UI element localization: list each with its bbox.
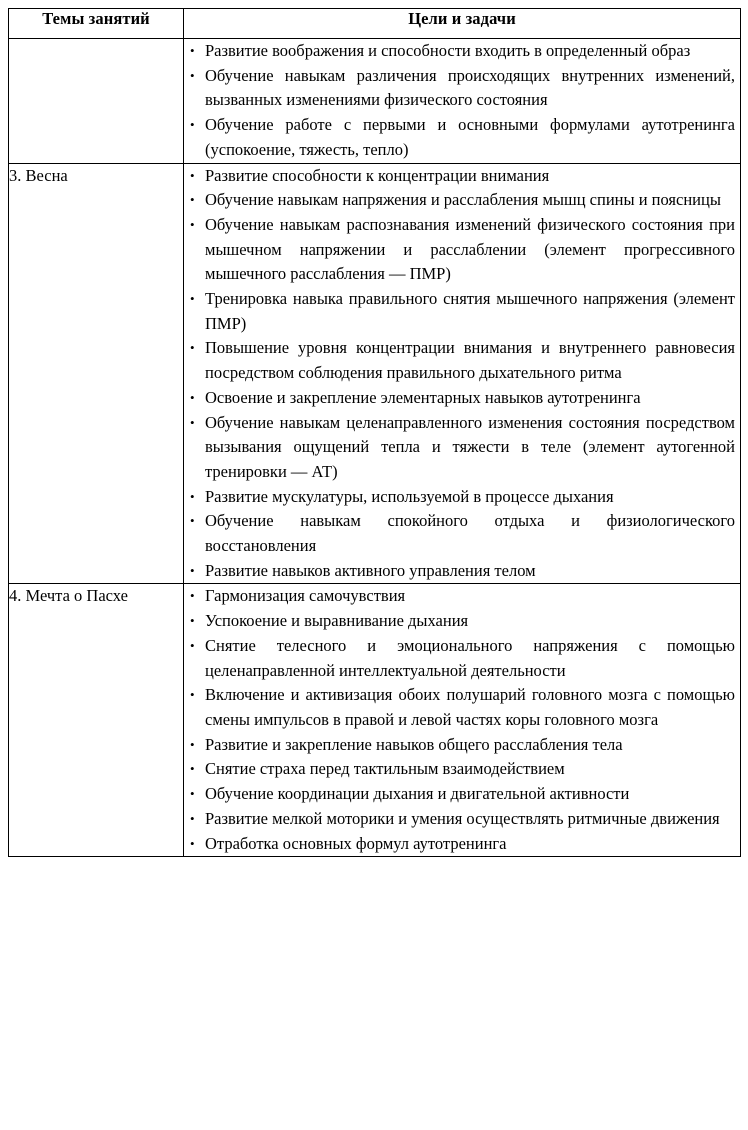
goal-item-label: • Повышение уровня концентрации внимания и внутреннего равновесия посредством соблюдения правильного дыхательного ритма	[205, 338, 735, 383]
cell-goals	[184, 584, 741, 857]
column-header-goals: Цели и задачи	[184, 9, 741, 39]
table-header	[9, 9, 741, 39]
cell-topic: 4. Мечта о Пасхе	[9, 584, 184, 857]
goal-item-label: • Обучение координации дыхания и двигательной активности	[205, 784, 630, 804]
goal-item	[184, 386, 740, 411]
goal-item-label: • Развитие способности к концентрации внимания	[205, 165, 550, 185]
goal-item-label: • Обучение работе с первыми и основными формулами аутотренинга (успокоение, тяжесть, тепло)	[205, 115, 735, 159]
goal-item-label: • Тренировка навыка правильного снятия мышечного напряжения (элемент ПМР)	[205, 289, 735, 333]
goal-item-label: • Обучение навыкам целенаправленного изменения состояния посредством вызывания ощущений тепла и тяжести в теле (элемент аутогенной тренировки — АТ)	[205, 412, 735, 481]
goal-list	[184, 164, 740, 584]
goal-list	[184, 584, 740, 856]
goal-item	[184, 411, 740, 485]
table-row	[9, 39, 741, 164]
goal-item	[184, 634, 740, 683]
cell-goals	[184, 163, 741, 584]
goal-item	[184, 113, 740, 162]
goal-item	[184, 287, 740, 336]
table-row	[9, 584, 741, 857]
lesson-goals-table	[8, 8, 741, 857]
goal-item-label: • Отработка основных формул аутотренинга	[205, 833, 507, 853]
goal-item-label: • Снятие телесного и эмоционального напряжения с помощью целенаправленной интеллектуальной деятельности	[205, 635, 735, 680]
goal-item	[184, 832, 740, 857]
goal-item	[184, 485, 740, 510]
goal-item-label: • Обучение навыкам распознавания изменений физического состояния при мышечном напряжении и расслаблении (элемент прогрессивного мышечного расслабления — ПМР)	[205, 214, 735, 284]
table-body	[9, 39, 741, 857]
goal-item	[184, 188, 740, 213]
goal-item	[184, 559, 740, 584]
table-row	[9, 163, 741, 584]
goal-item	[184, 64, 740, 113]
goal-item	[184, 39, 740, 64]
goal-item-label: • Обучение навыкам различения происходящих внутренних изменений, вызванных изменениями физического состояния	[205, 65, 735, 110]
goal-item-label: • Освоение и закрепление элементарных навыков аутотренинга	[205, 387, 641, 407]
goal-list	[184, 39, 740, 163]
cell-topic: 3. Весна	[9, 163, 184, 584]
goal-item-label: • Обучение навыкам спокойного отдыха и физиологического восстановления	[205, 511, 735, 556]
cell-goals	[184, 39, 741, 164]
goal-item-label: • Развитие воображения и способности входить в определенный образ	[205, 41, 691, 60]
goal-item	[184, 757, 740, 782]
goal-item-label: • Развитие навыков активного управления телом	[205, 560, 536, 580]
goal-item-label: • Развитие и закрепление навыков общего расслабления тела	[205, 734, 623, 754]
goal-item-label: • Гармонизация самочувствия	[205, 586, 406, 606]
goal-item-label: • Развитие мелкой моторики и умения осуществлять ритмичные движения	[205, 808, 720, 828]
goal-item	[184, 733, 740, 758]
goal-item	[184, 807, 740, 832]
table-header-row	[9, 9, 741, 39]
goal-item	[184, 683, 740, 732]
goal-item-label: • Обучение навыкам напряжения и расслабления мышц спины и поясницы	[205, 190, 721, 210]
goal-item	[184, 609, 740, 634]
cell-topic	[9, 39, 184, 164]
goal-item	[184, 213, 740, 287]
goal-item	[184, 336, 740, 385]
goal-item-label: • Развитие мускулатуры, используемой в процессе дыхания	[205, 486, 614, 506]
goal-item	[184, 584, 740, 609]
goal-item-label: • Успокоение и выравнивание дыхания	[205, 611, 469, 631]
goal-item	[184, 164, 740, 189]
goal-item-label: • Снятие страха перед тактильным взаимодействием	[205, 759, 565, 779]
column-header-topic: Темы занятий	[9, 9, 184, 39]
goal-item	[184, 782, 740, 807]
goal-item	[184, 509, 740, 558]
goal-item-label: • Включение и активизация обоих полушарий головного мозга с помощью смены импульсов в правой и левой частях коры головного мозга	[205, 685, 735, 729]
